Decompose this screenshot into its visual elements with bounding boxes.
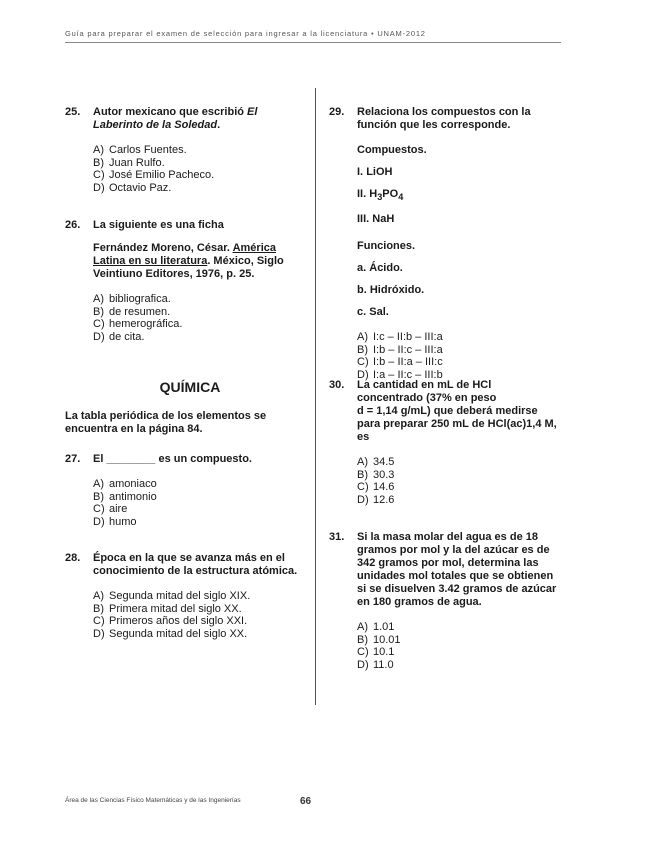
option-d[interactable]: D) 12.6: [357, 493, 395, 506]
option-c[interactable]: C) José Emilio Pacheco.: [93, 169, 215, 182]
question-number: 30.: [329, 379, 345, 391]
answer-options: [93, 590, 305, 640]
option-c[interactable]: C) Primeros años del siglo XXI.: [93, 615, 248, 628]
section-title: QUÍMICA: [159, 379, 221, 395]
answer-options: [357, 456, 561, 506]
option-b[interactable]: B) Primera mitad del siglo XX.: [93, 602, 242, 615]
question-stem: La siguiente es una ficha: [93, 219, 224, 231]
compounds-label: Compuestos.: [357, 144, 427, 156]
option-b[interactable]: B) de resumen.: [93, 305, 171, 318]
question-number: 29.: [329, 106, 345, 118]
option-b[interactable]: B) antimonio: [93, 490, 157, 503]
question-stem: La cantidad en mL de HCl concentrado (37% en peso d = 1,14 g/mL) que deberá medirse para preparar 250 mL de HCl(ac)1,4 M, es: [357, 379, 557, 443]
option-a[interactable]: A) bibliografica.: [93, 293, 171, 305]
answer-options: [357, 621, 559, 671]
question-stem: Si la masa molar del agua es de 18 gramos por mol y la del azúcar es de 342 gramos por mol, determina las unidades mol totales que se obtienen si se disuelven 3.42 gramos de azúcar en 180 gramos de agua.: [357, 531, 557, 608]
answer-options: [93, 293, 305, 343]
function-c: c. Sal.: [357, 306, 389, 319]
column-divider: [315, 88, 316, 705]
question-30: [329, 379, 561, 506]
option-a[interactable]: A) 1.01: [357, 621, 395, 633]
option-c[interactable]: C) I:b – II:a – III:c: [357, 356, 443, 369]
answer-options: [357, 331, 559, 381]
question-number: 25.: [65, 106, 81, 118]
function-b: b. Hidróxido.: [357, 284, 425, 297]
question-31: [329, 531, 559, 671]
option-a[interactable]: A) Segunda mitad del siglo XIX.: [93, 590, 251, 602]
question-number: 31.: [329, 531, 345, 543]
option-b[interactable]: B) 10.01: [357, 633, 401, 646]
compound-1: I. LiOH: [357, 166, 393, 178]
compound-2: II. $H_3PO_4$: [357, 188, 404, 203]
option-d[interactable]: D) 11.0: [357, 658, 394, 671]
option-d[interactable]: D) humo: [93, 515, 137, 528]
option-b[interactable]: B) Juan Rulfo.: [93, 156, 165, 169]
section-note: La tabla periódica de los elementos se encuentra en la página 84.: [65, 410, 267, 435]
question-number: 27.: [65, 453, 81, 465]
option-a[interactable]: A) I:c – II:b – III:a: [357, 331, 443, 344]
option-a[interactable]: A) 34.5: [357, 456, 395, 468]
compound-3: III. NaH: [357, 213, 395, 226]
option-d[interactable]: D) Segunda mitad del siglo XX.: [93, 627, 248, 640]
question-stem: Autor mexicano que escribió El Laberinto de la Soledad.: [93, 106, 258, 131]
question-28: [65, 552, 305, 640]
option-c[interactable]: C) 10.1: [357, 646, 395, 659]
option-c[interactable]: C) hemerográfica.: [93, 318, 183, 331]
question-25: [65, 106, 305, 194]
function-a: a. Ácido.: [357, 262, 403, 275]
option-a[interactable]: A) amoniaco: [93, 478, 157, 490]
running-header: Guía para preparar el examen de selección para ingresar a la licenciatura • UNAM-2012: [65, 29, 426, 38]
functions-label: Funciones.: [357, 240, 416, 253]
bibliographic-reference: Fernández Moreno, César. América Latina en su literatura. México, Siglo Veintiuno Editores, 1976, p. 25.: [93, 242, 284, 280]
question-number: 26.: [65, 219, 81, 231]
option-b[interactable]: B) I:b – II:c – III:a: [357, 343, 443, 356]
answer-options: [93, 478, 305, 528]
option-c[interactable]: C) aire: [93, 503, 128, 516]
question-29: [329, 106, 559, 382]
question-27: [65, 453, 305, 528]
page-number: 66: [300, 796, 312, 807]
option-a[interactable]: A) Carlos Fuentes.: [93, 144, 187, 156]
question-stem: Época en la que se avanza más en el conocimiento de la estructura atómica.: [93, 552, 298, 577]
option-d[interactable]: D) Octavio Paz.: [93, 181, 172, 194]
answer-options: [93, 144, 305, 194]
option-c[interactable]: C) 14.6: [357, 481, 395, 494]
question-number: 28.: [65, 552, 81, 564]
running-footer: Área de las Ciencias Físico Matemáticas y de las Ingenierías: [65, 797, 241, 804]
question-26: [65, 219, 305, 343]
option-b[interactable]: B) 30.3: [357, 468, 395, 481]
header-rule: [65, 42, 561, 43]
question-stem: El ________ es un compuesto.: [93, 453, 252, 465]
question-stem: Relaciona los compuestos con la función que les corresponde.: [357, 106, 531, 131]
option-d[interactable]: D) de cita.: [93, 330, 145, 343]
option-d[interactable]: D) I:a – II:c – III:b: [357, 368, 443, 381]
